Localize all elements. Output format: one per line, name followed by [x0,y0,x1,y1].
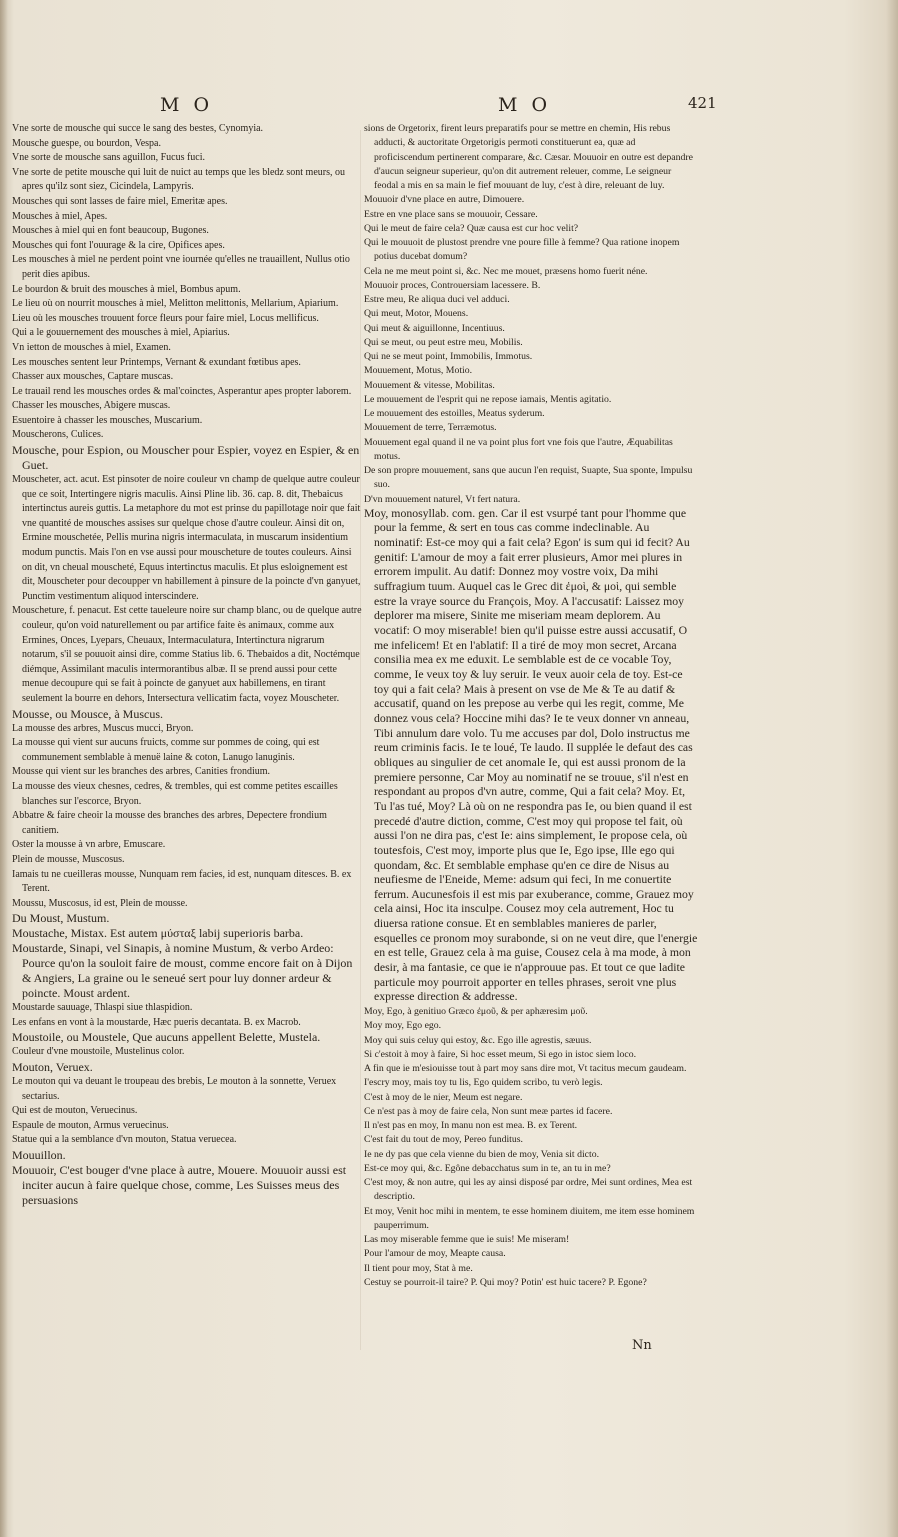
right-column [364,122,698,1290]
dictionary-entry: Statue qui a la semblance d'vn mouton, Statua veruecea. [12,1134,237,1146]
signature-mark: Nn [632,1338,652,1353]
dictionary-entry: Espaule de mouton, Armus veruecinus. [12,1119,169,1131]
dictionary-entry: Mouuoir d'vne place en autre, Dimouere. [364,194,525,206]
dictionary-entry: Il tient pour moy, Stat à me. [364,1262,473,1274]
dictionary-entry: Les enfans en vont à la moustarde, Hæc pueris decantata. B. ex Macrob. [12,1016,301,1028]
dictionary-entry: Mousse, ou Mousce, à Muscus. [12,706,163,721]
dictionary-entry: Cestuy se pourroit-il taire? P. Qui moy? Potin' est huic tacere? P. Egone? [364,1276,647,1288]
dictionary-entry: Estre meu, Re aliqua duci vel adduci. [364,294,510,305]
dictionary-entry: Si c'estoit à moy à faire, Si hoc esset meum, Si ego in istoc siem loco. [364,1048,637,1060]
dictionary-entry: Iamais tu ne cueilleras mousse, Nunquam rem facies, id est, nunquam ditesces. B. ex Terent. [12,868,352,895]
dictionary-entry: Vn ietton de mousches à miel, Examen. [12,341,171,353]
dictionary-entry: Les mousches sentent leur Printemps, Vernant & exundant fœtibus apes. [12,356,301,368]
dictionary-entry: Couleur d'vne moustoile, Mustelinus color. [12,1046,185,1058]
dictionary-entry: Moy, Ego, à genitiuo Græco ἐμοῦ, & per aphæresim μοῦ. [364,1006,588,1018]
dictionary-entry: Chasser aux mousches, Captare muscas. [12,371,174,383]
dictionary-entry: Il n'est pas en moy, In manu non est mea. B. ex Terent. [364,1120,578,1132]
dictionary-entry: Est-ce moy qui, &c. Egône debacchatus sum in te, an tu in me? [364,1162,611,1174]
page-left-shadow [0,0,8,1537]
dictionary-entry: D'vn mouuement naturel, Vt fert natura. [364,493,521,505]
dictionary-entry: Las moy miserable femme que ie suis! Me miseram! [364,1234,570,1246]
dictionary-entry: La mousse qui vient sur aucuns fruicts, comme sur pommes de coing, qui est communement semblable à menuë laine & coton, Lanugo lanuginis. [12,737,320,763]
dictionary-entry: Vne sorte de petite mousche qui luit de nuict au temps que les bledz sont meurs, ou apres qu'ilz sont siez, Cicindela, Lampyris. [12,166,345,193]
dictionary-entry: Mousches qui sont lasses de faire miel, Emeritæ apes. [12,195,228,207]
running-head-left: MO [160,94,224,116]
dictionary-entry: Le mouton qui va deuant le troupeau des brebis, Le mouton à la sonnette, Veruex sectarius. [12,1076,337,1102]
dictionary-entry: Mousches à miel, Apes. [12,210,108,222]
dictionary-entry: Qui meut & aiguillonne, Incentiuus. [364,322,505,334]
dictionary-entry: Oster la mousse à vn arbre, Emuscare. [12,839,166,851]
dictionary-entry: Le mouuement de l'esprit qui ne repose iamais, Mentis agitatio. [364,393,612,405]
page-right-shadow [886,0,898,1537]
dictionary-entry: Et moy, Venit hoc mihi in mentem, te esse hominem diuitem, me item esse hominem pauperrimum. [364,1205,695,1231]
dictionary-entry: Qui le meut de faire cela? Quæ causa est cur hoc velit? [364,222,579,234]
dictionary-entry: Mousse qui vient sur les branches des arbres, Canities frondium. [12,766,271,778]
dictionary-entry: Mouscherons, Culices. [12,429,104,441]
dictionary-entry: Moy, monosyllab. com. gen. Car il est vsurpé tant pour l'homme que pour la femme, & sert en tous cas comme indeclinable. Au nominatif: Est-ce moy qui a fait cela? Egon' is sum qui id fecit? Au genitif: L'amour de moy a fait errer plusieurs, Amor mei plures in errorem impulit. Au datif: Donnez moy vostre voix, Da mihi suffragium tuum. Auquel cas le Grec dit ἐμοὶ, & μοὶ, qui semble estre la vraye source du François, Moy. A l'accusatif: Laissez moy deplorer ma misere, Sinite me miseriam meam deplorem. Au vocatif: O moy miserable! bien qu'il puisse estre aussi accusatif, O me infelicem! Et en l'ablatif: Il a tiré de moy mon secret, Arcana consilia mea ex me eduxit. Le semblable est de ce vocable Toy, comme, Ie veux toy & luy seruir. Ie veux auoir cela de toy. Est-ce toy qui a fait cela? Mais à present on vse de Me & Te au datif & accusatif, quand on les prepose au verbe qui les regit, comme, Me donnez vous cela? Hoccine mihi das? Ie te veux donner vn anneau, Tibi annulum dare volo. Tu me accuses par dol, Dolo instructus me reum criminis facis. Ie te loué, Te laudo. Il supplée le defaut des cas obliques au singulier de cet anomale Ie, qui est aussi pronom de la premiere personne, Car Moy au nominatif ne se trouue, s'il n'est en respondant au propos d'vn autre, comme, Qui a fait cela? Moy. Et, Tu l'as tué, Moy? Là où on ne respondra pas Ie, ou bien quand il est precedé d'autre diction, comme, C'est moy qui propose tel fait, où aussi l'on ne dira pas, c'est Ie: ains simplement, Ie propose cela, où toutesfois, C'est moy, importe plus que Ie, Ego ipse, Ille ego qui quondam, &c. Et semblable emphase qu'en ce dire de Nisus au neufiesme de l'Eneide, Meme: adsum qui feci, In me conuertite ferrum. Aucunesfois il est mis par exuberance, comme, Grauez moy cela ainsi, Hoc ita insculpe. Cousez moy cela autrement, Hoc tu diuersa ratione consue. Et en semblables manieres de parler, esquelles ce pronom moy surabonde, si on ne veut dire, que l'energie en est telle, Grauez cela à ma guise, Cousez cela à ma mode, à mon desir, à ma fantasie, ce que ie n'approuue pas. Et tout ce que ladite particule moy pourroit apporter en telles phrases, seroit vne plus expresse direction & addresse. [364,506,698,1004]
dictionary-entry: Mouton, Veruex. [12,1060,93,1075]
dictionary-entry: Moustache, Mistax. Est autem μύσταξ labij superioris barba. [12,926,304,941]
dictionary-entry: Mouuoir proces, Controuersiam lacessere. B. [364,279,541,291]
dictionary-entry: La mousse des vieux chesnes, cedres, & trembles, qui est comme petites escailles blanches sur l'escorce, Bryon. [12,780,338,807]
dictionary-entry: Qui se meut, ou peut estre meu, Mobilis. [364,336,523,348]
dictionary-entry: Ie ne dy pas que cela vienne du bien de moy, Venia sit dicto. [364,1148,600,1160]
dictionary-entry: Le bourdon & bruit des mousches à miel, Bombus apum. [12,283,241,295]
dictionary-entry: Mouuillon. [12,1148,66,1163]
dictionary-entry: I'escry moy, mais toy tu lis, Ego quidem scribo, tu verò legis. [364,1077,603,1089]
dictionary-entry: C'est à moy de le nier, Meum est negare. [364,1091,523,1103]
dictionary-entry: Du Moust, Mustum. [12,911,110,926]
left-column [12,122,362,1208]
dictionary-entry: De son propre mouuement, sans que aucun l'en requist, Suapte, Sua sponte, Impulsu suo. [364,465,693,491]
dictionary-entry: Moustarde, Sinapi, vel Sinapis, à nomine Mustum, & verbo Ardeo: Pource qu'on la souloit faire de moust, comme encore fait on à Dijon & Angiers, La graine ou le seneué sert pour luy donner ardeur & poincte. Moust ardent. [12,941,353,1001]
dictionary-entry: Le mouuement des estoilles, Meatus syderum. [364,408,545,419]
dictionary-entry: Lieu où les mousches trouuent force fleurs pour faire miel, Locus mellificus. [12,312,319,324]
dictionary-entry: Plein de mousse, Muscosus. [12,853,125,865]
dictionary-entry: C'est moy, & non autre, qui les ay ainsi disposé par ordre, Mei sunt ordines, Mea est descriptio. [364,1177,693,1203]
dictionary-entry: Qui a le gouuernement des mousches à miel, Apiarius. [12,327,230,339]
dictionary-entry: Mousche, pour Espion, ou Mouscher pour Espier, voyez en Espier, & en Guet. [12,443,360,473]
dictionary-entry: Ce n'est pas à moy de faire cela, Non sunt meæ partes id facere. [364,1105,613,1117]
dictionary-entry: La mousse des arbres, Muscus mucci, Bryon. [12,722,194,734]
dictionary-entry: Moustarde sauuage, Thlaspi siue thlaspidion. [12,1002,193,1014]
dictionary-entry: Esuentoire à chasser les mousches, Muscarium. [12,414,203,426]
dictionary-entry: Mouscheter, act. acut. Est pinsoter de noire couleur vn champ de quelque autre couleur que ce soit, Intertingere nigris maculis. Ainsi Pline lib. 36. cap. 8. dit, Thebaicus intertinctus aureis guttis. La metaphore du mot est prinse du papillotage noir que fait vne quantité de mousches assises sur quelque chose d'autre couleur. Ainsi dit on, Ermine mouschetée, Pellis murina nigris intermaculata, in muscarum insidentium modum punctis. Mais l'on en vse aussi pour mouscheture de toutes couleurs. Ainsi on dit, vn cheual mouscheté, Equus intertinctus maculis. Et plus esloignement est dit, Mouscheter pour decoupper vn habillement à pinsure de la poincte d'vn ganyuet, Punctim vestimentum aliquod interscindere. [12,474,361,602]
dictionary-entry: Mouuoir, C'est bouger d'vne place à autre, Mouere. Mouuoir aussi est inciter aucun à faire quelque chose, comme, Les Suisses meus des persuasions [12,1163,347,1208]
dictionary-entry: sions de Orgetorix, firent leurs preparatifs pour se mettre en chemin, His rebus adducti, & auctoritate Orgetorigis permoti constituerunt ea, quæ ad proficiscendum pertinerent comparare, &c. Cæsar. Mouuoir en outre est depandre d'aucun seigneur superieur, qu'on dit autrement releuer, comme, Le seigneur feodal a mis en sa main le fief mouuant de luy, c'est à dire, releuant de luy. [364,123,693,191]
dictionary-entry: Cela ne me meut point si, &c. Nec me mouet, præsens homo fuerit néne. [364,265,648,277]
page-number: 421 [688,94,717,112]
dictionary-entry: Mousches à miel qui en font beaucoup, Bugones. [12,225,209,237]
dictionary-entry: Qui ne se meut point, Immobilis, Immotus. [364,351,533,362]
dictionary-entry: C'est fait du tout de moy, Pereo funditus. [364,1134,523,1146]
dictionary-entry: Qui meut, Motor, Mouens. [364,308,469,320]
dictionary-entry: Mousche guespe, ou bourdon, Vespa. [12,137,161,149]
dictionary-entry: Le lieu où on nourrit mousches à miel, Melitton melittonis, Mellarium, Apiarium. [12,298,339,310]
dictionary-entry: Mouuement egal quand il ne va point plus fort vne fois que l'autre, Æquabilitas motus. [364,436,673,462]
dictionary-entry: Le trauail rend les mousches ordes & mal'coinctes, Asperantur apes propter laborem. [12,385,352,397]
running-head-right: MO [498,94,562,116]
dictionary-entry: Vne sorte de mousche sans aguillon, Fucus fuci. [12,152,206,164]
dictionary-entry: Mouscheture, f. penacut. Est cette taueleure noire sur champ blanc, ou de quelque autre couleur, qu'on void naturellement ou par artifice faite ès animaux, comme aux Ermines, Onces, Lyepars, Cheuaux, Intermaculatura, Intertinctura nigrarum notarum, s'il se pouuoit ainsi dire, comme Statius lib. 6. Thebaidos a dit, Noctémque diémque, Assimilant maculis intermorantibus albæ. Il se prend aussi pour cette menue decoupure qui se fait à poincte de ganyuet aux habillemens, en tirant seulement la bourre en dehors, Intersectura vellicatim facta, voyez Mouscheter. [12,605,362,704]
dictionary-entry: Moussu, Muscosus, id est, Plein de mousse. [12,897,188,909]
dictionary-entry: Moy qui suis celuy qui estoy, &c. Ego ille agrestis, sæuus. [364,1034,592,1046]
dictionary-entry: Mousches qui font l'ouurage & la cire, Opifices apes. [12,239,225,251]
dictionary-entry: Moustoile, ou Moustele, Que aucuns appellent Belette, Mustela. [12,1030,321,1045]
dictionary-entry: Mouuement de terre, Terræmotus. [364,422,497,434]
dictionary-entry: Moy moy, Ego ego. [364,1020,442,1032]
dictionary-entry: Chasser les mousches, Abigere muscas. [12,400,171,412]
dictionary-entry: Abbatre & faire cheoir la mousse des branches des arbres, Depectere frondium canitiem. [12,810,327,836]
dictionary-entry: Pour l'amour de moy, Meapte causa. [364,1248,506,1260]
dictionary-entry: Les mousches à miel ne perdent point vne iournée qu'elles ne trauaillent, Nullus otio perit dies apibus. [12,254,350,280]
dictionary-entry: Qui est de mouton, Veruecinus. [12,1105,138,1117]
dictionary-entry: Mouuement, Motus, Motio. [364,365,473,377]
dictionary-entry: Mouuement & vitesse, Mobilitas. [364,379,495,391]
dictionary-entry: A fin que ie m'esiouisse tout à part moy sans dire mot, Vt tacitus mecum gaudeam. [364,1063,687,1075]
dictionary-entry: Qui le mouuoit de plustost prendre vne poure fille à femme? Qua ratione inopem potius ducebat domum? [364,237,680,263]
dictionary-entry: Estre en vne place sans se mouuoir, Cessare. [364,208,538,220]
dictionary-entry: Vne sorte de mousche qui succe le sang des bestes, Cynomyia. [12,123,264,134]
